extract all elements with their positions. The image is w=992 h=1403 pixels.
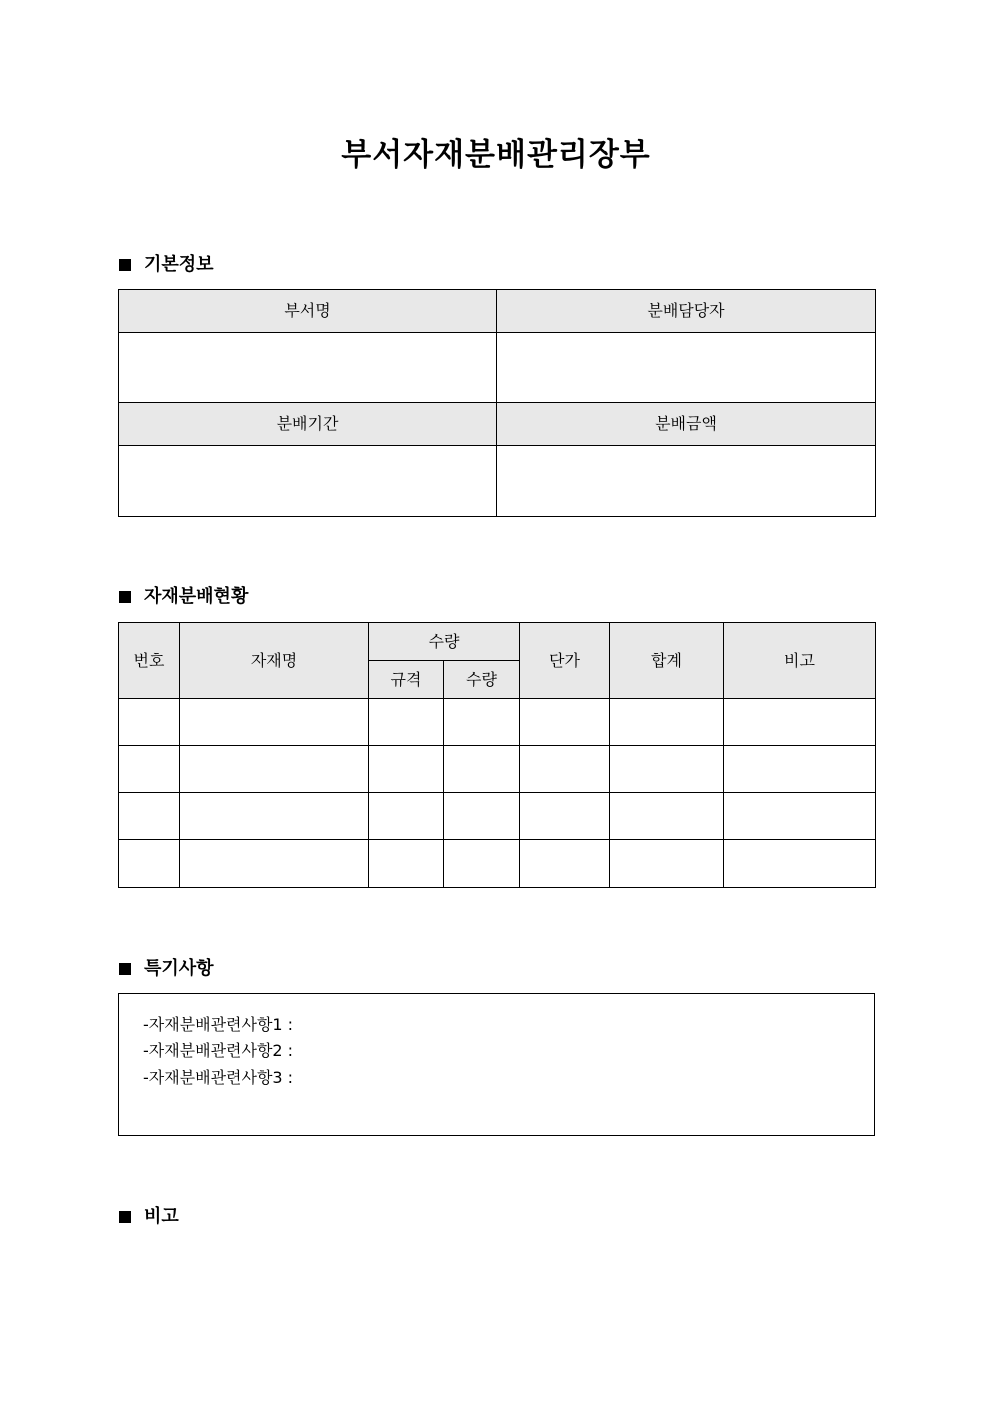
cell-quantity[interactable]	[444, 699, 520, 746]
col-header-number: 번호	[119, 623, 180, 699]
section-heading-label: 자재분배현황	[144, 586, 249, 607]
section-heading-distribution	[119, 585, 248, 609]
amount-label: 분배금액	[497, 403, 876, 446]
cell-remarks[interactable]	[724, 793, 876, 840]
special-notes-box[interactable]	[118, 993, 875, 1136]
cell-spec[interactable]	[369, 746, 444, 793]
cell-material-name[interactable]	[180, 840, 369, 888]
note-line: -자재분배관련사항3 :	[143, 1068, 294, 1087]
section-heading-basic-info	[119, 253, 214, 277]
cell-spec[interactable]	[369, 840, 444, 888]
col-header-total: 합계	[610, 623, 724, 699]
cell-number[interactable]	[119, 746, 180, 793]
section-heading-label: 비고	[144, 1206, 179, 1227]
section-heading-label: 기본정보	[144, 254, 214, 275]
section-heading-label: 특기사항	[144, 958, 214, 979]
cell-spec[interactable]	[369, 699, 444, 746]
cell-total[interactable]	[610, 840, 724, 888]
cell-total[interactable]	[610, 699, 724, 746]
cell-material-name[interactable]	[180, 746, 369, 793]
cell-total[interactable]	[610, 793, 724, 840]
distribution-table	[118, 622, 876, 888]
period-field[interactable]	[119, 446, 497, 517]
department-label: 부서명	[119, 290, 497, 333]
cell-total[interactable]	[610, 746, 724, 793]
period-label: 분배기간	[119, 403, 497, 446]
square-bullet-icon	[119, 259, 131, 271]
col-header-quantity-group: 수량	[369, 623, 520, 661]
department-field[interactable]	[119, 333, 497, 403]
cell-unit-price[interactable]	[520, 840, 610, 888]
amount-field[interactable]	[497, 446, 876, 517]
square-bullet-icon	[119, 963, 131, 975]
square-bullet-icon	[119, 1211, 131, 1223]
cell-unit-price[interactable]	[520, 793, 610, 840]
note-line: -자재분배관련사항2 :	[143, 1041, 294, 1060]
col-header-quantity: 수량	[444, 661, 520, 699]
cell-number[interactable]	[119, 840, 180, 888]
col-header-unit-price: 단가	[520, 623, 610, 699]
table-row	[119, 793, 876, 840]
manager-field[interactable]	[497, 333, 876, 403]
cell-number[interactable]	[119, 699, 180, 746]
cell-unit-price[interactable]	[520, 746, 610, 793]
section-heading-special-notes	[119, 957, 214, 981]
col-header-spec: 규격	[369, 661, 444, 699]
basic-info-table	[118, 289, 876, 517]
table-row	[119, 746, 876, 793]
cell-material-name[interactable]	[180, 699, 369, 746]
col-header-material-name: 자재명	[180, 623, 369, 699]
cell-remarks[interactable]	[724, 699, 876, 746]
cell-quantity[interactable]	[444, 840, 520, 888]
cell-unit-price[interactable]	[520, 699, 610, 746]
cell-material-name[interactable]	[180, 793, 369, 840]
cell-remarks[interactable]	[724, 840, 876, 888]
cell-remarks[interactable]	[724, 746, 876, 793]
table-row	[119, 840, 876, 888]
manager-label: 분배담당자	[497, 290, 876, 333]
section-heading-remarks	[119, 1205, 179, 1229]
cell-quantity[interactable]	[444, 746, 520, 793]
note-line: -자재분배관련사항1 :	[143, 1015, 294, 1034]
page-title: 부서자재분배관리장부	[341, 137, 651, 173]
cell-spec[interactable]	[369, 793, 444, 840]
cell-number[interactable]	[119, 793, 180, 840]
table-row	[119, 699, 876, 746]
cell-quantity[interactable]	[444, 793, 520, 840]
col-header-remarks: 비고	[724, 623, 876, 699]
square-bullet-icon	[119, 591, 131, 603]
